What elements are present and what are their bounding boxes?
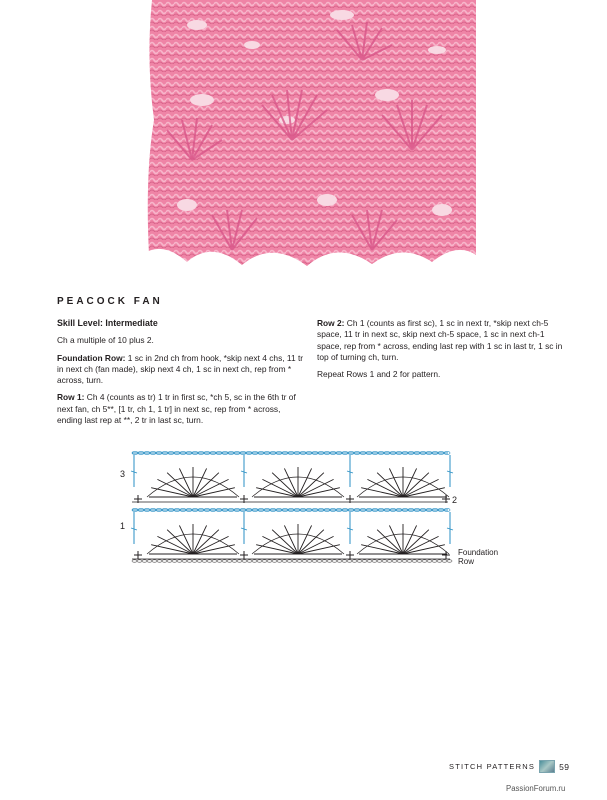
- foundation-chain-oval: [442, 560, 447, 562]
- fan-row2-3-stitch: [377, 473, 403, 497]
- foundation-chain-oval: [187, 560, 192, 562]
- foundation-chain-oval: [167, 560, 172, 562]
- foundation-chain-oval: [222, 560, 227, 562]
- fan-foundation-3-stitch: [403, 525, 417, 554]
- fan-foundation-1-stitch: [193, 525, 207, 554]
- foundation-chain-oval: [312, 560, 317, 562]
- crochet-swatch-image: [142, 0, 476, 272]
- fan-row2-3-stitch: [403, 479, 439, 497]
- fan-foundation-1-stitch: [157, 536, 193, 554]
- foundation-chain-oval: [427, 560, 432, 562]
- fan-row2-2-stitch: [262, 479, 298, 497]
- fan-foundation-1-stitch: [193, 536, 229, 554]
- foundation-row-instructions: [57, 353, 305, 387]
- foundation-chain-oval: [437, 560, 442, 562]
- foundation-chain-oval: [347, 560, 352, 562]
- fan-foundation-3-stitch: [403, 530, 429, 554]
- foundation-chain-oval: [197, 560, 202, 562]
- foundation-chain-oval: [207, 560, 212, 562]
- watermark: PassionForum.ru: [506, 784, 566, 793]
- row2-text: Ch 1 (counts as first sc), 1 sc in next tr, *skip next ch-5 space, 11 tr in next sc, skip next ch-5 space, 1 sc in next ch-1 space, rep from * across, ending last rep with 1 sc in last tr, 1 sc in top of turning ch, turn.: [317, 318, 563, 362]
- foundation-chain-oval: [267, 560, 272, 562]
- foundation-chain-oval: [377, 560, 382, 562]
- fan-foundation-1-stitch: [193, 530, 219, 554]
- fan-row2-3-stitch: [403, 468, 417, 497]
- foundation-chain-oval: [327, 560, 332, 562]
- chain-multiple: Ch a multiple of 10 plus 2.: [57, 335, 154, 346]
- foundation-chain-oval: [412, 560, 417, 562]
- row1-text: Ch 4 (counts as tr) 1 tr in first sc, *ch 5, sc in the 6th tr of next fan, ch 5**, [1 tr, ch 1, 1 tr] in next sc, rep from * across, ending last rep at **, 2 tr in last sc, turn.: [57, 392, 296, 426]
- fan-foundation-2-stitch: [298, 530, 324, 554]
- foundation-chain-oval: [382, 560, 387, 562]
- foundation-chain-oval: [162, 560, 167, 562]
- fan-row2-1-stitch: [193, 473, 219, 497]
- foundation-chain-oval: [337, 560, 342, 562]
- foundation-chain-oval: [192, 560, 197, 562]
- foundation-chain-oval: [242, 560, 247, 562]
- foundation-chain-oval: [137, 560, 142, 562]
- footer-section-title: STITCH PATTERNS: [449, 762, 536, 771]
- fan-foundation-3-stitch: [389, 525, 403, 554]
- row1-label: Row 1:: [57, 392, 85, 403]
- foundation-chain-oval: [262, 560, 267, 562]
- fan-row2-1-stitch: [193, 479, 229, 497]
- fan-foundation-1-stitch: [167, 530, 193, 554]
- foundation-chain-oval: [252, 560, 257, 562]
- fan-foundation-2-stitch: [262, 536, 298, 554]
- foundation-chain-oval: [132, 560, 137, 562]
- foundation-chain-oval: [432, 560, 437, 562]
- foundation-chain-oval: [302, 560, 307, 562]
- fan-row2-2-stitch: [298, 479, 334, 497]
- foundation-chain-oval: [342, 560, 347, 562]
- stitch-chart: [118, 447, 508, 572]
- fan-foundation-2-stitch: [272, 530, 298, 554]
- foundation-chain-oval: [322, 560, 327, 562]
- foundation-chain-oval: [352, 560, 357, 562]
- foundation-chain-oval: [152, 560, 157, 562]
- foundation-chain-oval: [287, 560, 292, 562]
- row2-instructions: [317, 318, 567, 363]
- fan-row2-3-stitch: [367, 479, 403, 497]
- foundation-chain-oval: [317, 560, 322, 562]
- foundation-label-row: Row: [458, 557, 475, 566]
- foundation-chain-oval: [292, 560, 297, 562]
- foundation-chain-oval: [232, 560, 237, 562]
- foundation-chain-oval: [417, 560, 422, 562]
- instructions-column-right: [317, 318, 567, 386]
- fan-row2-1-stitch: [157, 479, 193, 497]
- fan-row2-2-stitch: [298, 468, 312, 497]
- fan-row2-1-stitch: [167, 473, 193, 497]
- pattern-title: PEACOCK FAN: [57, 296, 163, 307]
- foundation-label: Foundation: [458, 548, 499, 557]
- row2-label: Row 2:: [317, 318, 345, 328]
- foundation-chain-oval: [397, 560, 402, 562]
- fan-row2-3-stitch: [389, 468, 403, 497]
- foundation-chain-oval: [147, 560, 152, 562]
- foundation-chain-oval: [177, 560, 182, 562]
- foundation-chain-oval: [357, 560, 362, 562]
- foundation-chain-oval: [297, 560, 302, 562]
- foundation-chain-oval: [202, 560, 207, 562]
- fan-foundation-1-stitch: [179, 525, 193, 554]
- foundation-chain-oval: [407, 560, 412, 562]
- foundation-chain-oval: [402, 560, 407, 562]
- foundation-chain-oval: [272, 560, 277, 562]
- page-footer: [449, 760, 570, 773]
- foundation-chain-oval: [447, 560, 452, 562]
- foundation-chain-oval: [257, 560, 262, 562]
- fan-foundation-2-stitch: [298, 536, 334, 554]
- fan-foundation-3-stitch: [367, 536, 403, 554]
- instructions-column-left: [57, 318, 305, 432]
- foundation-chain-oval: [157, 560, 162, 562]
- foundation-chain-oval: [142, 560, 147, 562]
- foundation-chain-oval: [182, 560, 187, 562]
- foundation-chain-oval: [422, 560, 427, 562]
- fan-foundation-2-stitch: [298, 525, 312, 554]
- row-label-1: 1: [120, 521, 126, 531]
- skill-level: Skill Level: Intermediate: [57, 318, 158, 328]
- repeat-instructions: Repeat Rows 1 and 2 for pattern.: [317, 369, 441, 380]
- foundation-chain-oval: [212, 560, 217, 562]
- foundation-chain-oval: [392, 560, 397, 562]
- page-number: 59: [559, 761, 570, 772]
- foundation-chain-oval: [332, 560, 337, 562]
- foundation-chain-oval: [372, 560, 377, 562]
- foundation-chain-oval: [362, 560, 367, 562]
- foundation-chain-oval: [247, 560, 252, 562]
- foundation-chain-oval: [367, 560, 372, 562]
- foundation-chain-oval: [282, 560, 287, 562]
- foundation-chain-oval: [277, 560, 282, 562]
- fan-foundation-3-stitch: [403, 536, 439, 554]
- section-badge-icon: [539, 760, 555, 773]
- foundation-chain-oval: [237, 560, 242, 562]
- fan-foundation-3-stitch: [377, 530, 403, 554]
- fan-row2-2-stitch: [284, 468, 298, 497]
- fan-foundation-2-stitch: [284, 525, 298, 554]
- fan-row2-1-stitch: [179, 468, 193, 497]
- fan-row2-2-stitch: [298, 473, 324, 497]
- foundation-chain-oval: [172, 560, 177, 562]
- fan-row2-1-stitch: [193, 468, 207, 497]
- foundation-row-label: Foundation Row:: [57, 352, 126, 363]
- stitch-diagram: [118, 447, 508, 572]
- row-label-3: 3: [120, 469, 126, 479]
- foundation-chain-oval: [307, 560, 312, 562]
- fan-row2-2-stitch: [272, 473, 298, 497]
- foundation-chain-oval: [217, 560, 222, 562]
- fan-row2-3-stitch: [403, 473, 429, 497]
- row-label-2: 2: [452, 495, 458, 505]
- stitch-photo: [142, 0, 476, 272]
- foundation-row-text: 1 sc in 2nd ch from hook, *skip next 4 chs, 11 tr in next ch (fan made), skip next 4 ch, 1 sc in next ch, rep from * across, turn.: [57, 352, 304, 386]
- foundation-chain-oval: [227, 560, 232, 562]
- row1-instructions: [57, 392, 305, 426]
- foundation-chain-oval: [387, 560, 392, 562]
